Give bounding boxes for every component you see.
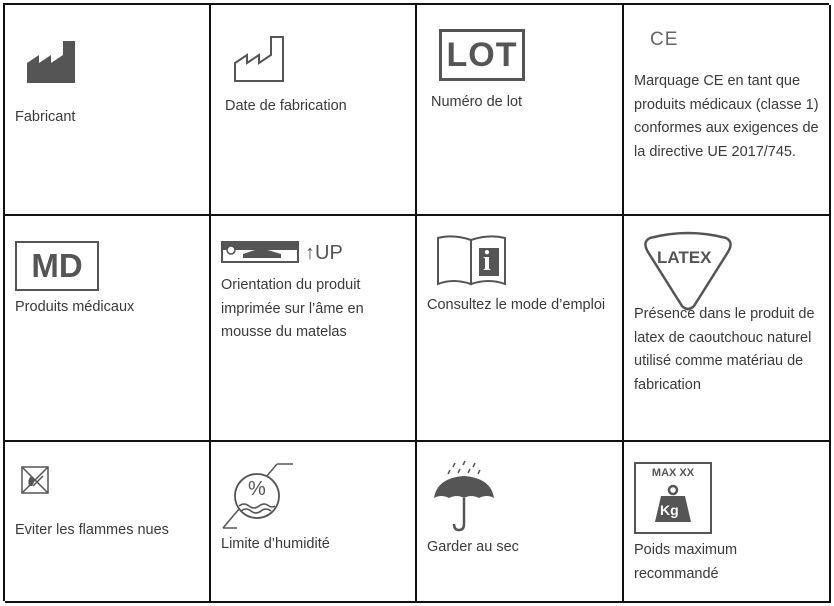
ce-mark-text: CE <box>650 29 679 50</box>
label-max-weight: Poids maximum recommandé <box>634 542 738 582</box>
label-no-open-flame: Eviter les flammes nues <box>15 522 169 538</box>
factory-icon <box>25 37 77 85</box>
label-ce-marking: Marquage CE en tant que produits médicaux (classe 1) conformes aux exigences de la directive UE 2017/745. <box>634 73 819 160</box>
cell-orientation <box>211 216 417 442</box>
percent-glyph: % <box>248 478 266 500</box>
cell-manufacturer <box>5 5 211 216</box>
mattress-orientation-icon <box>221 238 301 266</box>
latex-icon <box>640 230 736 312</box>
cell-no-open-flame <box>5 442 211 603</box>
instructions-icon <box>435 234 509 288</box>
cell-keep-dry <box>417 442 624 603</box>
max-weight-caption: MAX XX <box>651 467 695 479</box>
label-medical-device: Produits médicaux <box>15 299 135 315</box>
up-arrow-text: ↑UP <box>305 242 343 264</box>
cell-latex <box>624 216 831 442</box>
cell-humidity-limit <box>211 442 417 603</box>
cell-instructions <box>417 216 624 442</box>
kg-glyph: Kg <box>660 502 679 518</box>
date-of-manufacture-icon <box>231 31 299 85</box>
cell-medical-device <box>5 216 211 442</box>
humidity-limit-icon <box>221 462 297 530</box>
lot-icon-text: LOT <box>446 35 518 74</box>
cell-date-of-manufacture <box>211 5 417 216</box>
label-lot-number: Numéro de lot <box>431 94 523 110</box>
cell-lot-number <box>417 5 624 216</box>
info-glyph: i <box>483 246 491 277</box>
label-keep-dry: Garder au sec <box>427 539 519 555</box>
no-open-flame-icon <box>21 466 49 494</box>
umbrella-keep-dry-icon <box>431 460 497 532</box>
symbols-table <box>3 3 829 601</box>
label-manufacturer: Fabricant <box>15 109 76 125</box>
ce-mark-icon <box>650 29 678 51</box>
max-weight-icon <box>634 462 712 534</box>
label-instructions: Consultez le mode d’emploi <box>427 297 606 313</box>
md-icon-text: MD <box>31 247 83 284</box>
cell-ce-marking <box>624 5 831 216</box>
label-date-of-manufacture: Date de fabrication <box>225 98 347 114</box>
label-latex: Présence dans le produit de latex de caoutchouc naturel utilisé comme matériau de fabrication <box>634 306 815 393</box>
cell-max-weight <box>624 442 831 603</box>
label-orientation: Orientation du produit imprimée sur l’âme en mousse du matelas <box>221 277 364 340</box>
lot-icon <box>439 29 525 81</box>
label-humidity-limit: Limite d’humidité <box>221 536 330 552</box>
latex-icon-text: LATEX <box>657 248 712 267</box>
medical-device-icon <box>15 241 99 291</box>
